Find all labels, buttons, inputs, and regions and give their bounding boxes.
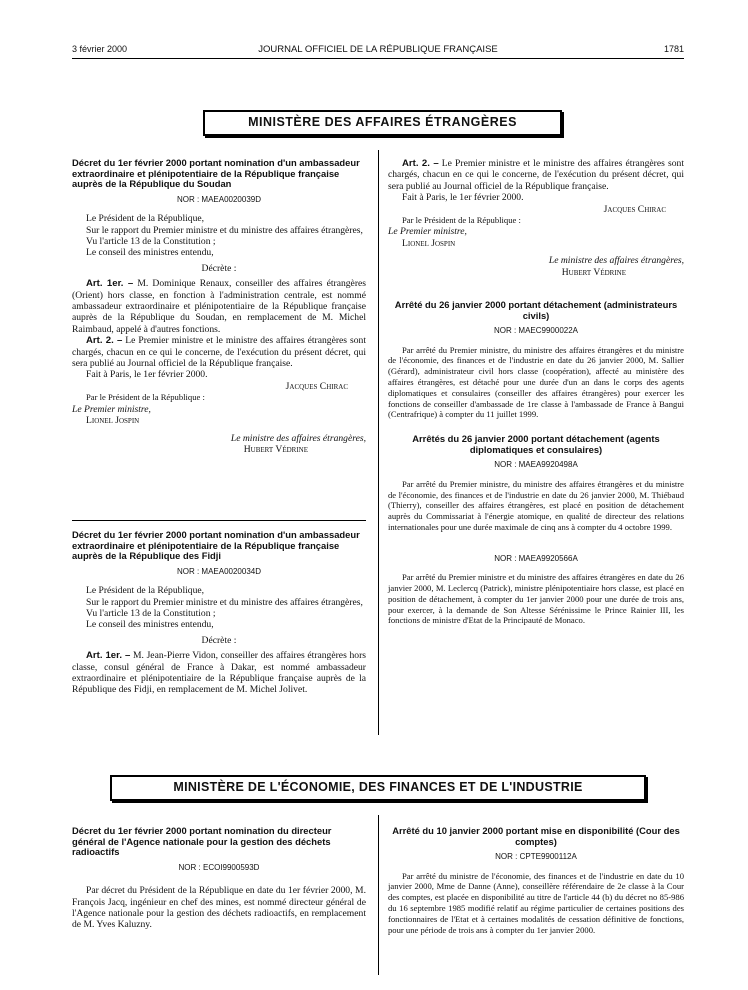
arrete-title-agents-diplomatiques: Arrêtés du 26 janvier 2000 portant détachement (agents diplomatiques et consulaires) [412, 433, 660, 455]
signatory-president: Jacques Chirac [285, 380, 348, 392]
countersign-title: Le Premier ministre, [72, 403, 151, 415]
header-journal-title: JOURNAL OFFICIEL DE LA RÉPUBLIQUE FRANÇAISE [258, 44, 498, 55]
arrete-body: Par arrêté du ministre de l'économie, des finances et de l'industrie en date du 10 janvier 2000, Mme de Danne (Anne), conseillère référendaire de 2e classe à la Cour des comptes, est placée en disponibilité au titre de l'article 44 (b) du décret no 85-986 du 16 septembre 1985 modifié relatif au régime particulier de certaines positions des fonctionnaires de l'Etat et à certaines modalités de cessation définitive de fonctions, pour une période de trois ans à compter du 1er janvier 2000. [388, 870, 684, 935]
article-heading: Art. 1er. – [86, 650, 131, 662]
column-divider [378, 815, 379, 975]
decrete-label: Décrète : [201, 262, 237, 274]
decree-title-fidji: Décret du 1er février 2000 portant nomination d'un ambassadeur extraordinaire et plénipotentiaire de la République française auprès de la République des Fidji [72, 529, 360, 562]
countersign-name: Lionel Jospin [402, 237, 456, 249]
nor-reference: NOR : MAEA9920498A [494, 460, 578, 470]
article-heading: Art. 2. – [402, 158, 439, 169]
article-2 [388, 158, 684, 192]
signature-date: Fait à Paris, le 1er février 2000. [86, 369, 208, 381]
header-rule [72, 58, 684, 59]
arrete-body: Par arrêté du Premier ministre et du ministre des affaires étrangères en date du 26 janvier 2000, M. Leclercq (Patrick), ministre plénipotentiaire hors classe, est placé en position de détachement, à compter du 1er janvier 2000 pour une durée de trois ans, pour exercer, à la demande de Son Altesse Sérénissime le Prince Rainier III, les fonctions de ministre d'Etat de la Principauté de Monaco. [388, 572, 684, 626]
article-heading: Art. 2. – [86, 335, 123, 347]
article-1 [72, 278, 366, 335]
header-date: 3 février 2000 [72, 44, 128, 54]
article-1 [72, 650, 366, 696]
ministry-heading-foreign-affairs: MINISTÈRE DES AFFAIRES ÉTRANGÈRES [203, 110, 562, 136]
left-column-top [72, 158, 366, 455]
signatory-president: Jacques Chirac [603, 203, 666, 215]
preamble-line: Le conseil des ministres entendu, [86, 247, 214, 259]
header-page-number: 1781 [663, 44, 684, 54]
countersign-label: Par le Président de la République : [402, 215, 521, 226]
nor-reference: NOR : CPTE9900112A [495, 852, 577, 862]
preamble-line: Vu l'article 13 de la Constitution ; [86, 608, 216, 619]
decree-body: Par décret du Président de la République en date du 1er février 2000, M. François Jacq, ingénieur en chef des mines, est nommé directeur général de l'Agence nationale pour la gestion des déchets radioactifs, en remplacement de M. Yves Kaluzny. [72, 885, 366, 931]
nor-reference: NOR : MAEC9900022A [493, 326, 579, 336]
running-header [72, 44, 684, 58]
countersign-label: Par le Président de la République : [86, 392, 205, 403]
preamble-line: Sur le rapport du Premier ministre et du ministre des affaires étrangères, [86, 596, 363, 608]
minister-title: Le ministre des affaires étrangères, [548, 255, 684, 267]
article-text: Le Premier ministre et le ministre des affaires étrangères sont chargés, chacun en ce qui le concerne, de l'exécution du présent décret, qui sera publié au Journal officiel de la République française. [72, 335, 366, 370]
right-column-bottom [388, 826, 684, 935]
nor-reference: NOR : MAEA9920566A [494, 553, 578, 563]
nor-reference: NOR : MAEA0020039D [176, 194, 262, 204]
article-text: M. Dominique Renaux, conseiller des affaires étrangères (Orient) hors classe, en fonction à l'administration centrale, est nommé ambassadeur extraordinaire et plénipotentiaire de la République française auprès de la République du Soudan, en remplacement de M. Michel Raimbaud, appelé à d'autres fonctions. [72, 278, 367, 335]
decree-title-agence-dechets: Décret du 1er février 2000 portant nomination du directeur général de l'Agence nationale pour la gestion des déchets radioactifs [72, 825, 332, 858]
arrete-body: Par arrêté du Premier ministre, du ministre des affaires étrangères et du ministre de l'économie, des finances et de l'industrie en date du 26 janvier 2000, M. Sallier (Gérard), administrateur civil hors classe (coopération), affecté au ministère des affaires étrangères, est détaché pour une durée d'un an dans le corps des agents diplomatiques et consulaires (conseiller des affaires étrangères) pour exercer les fonctions de conseiller d'ambassade de 1re classe à l'ambassade de France à Bangui (Centrafrique) à compter du 11 juillet 1999. [388, 344, 684, 420]
arrete-title-administrateurs: Arrêté du 26 janvier 2000 portant détachement (administrateurs civils) [394, 299, 678, 321]
minister-name: Hubert Védrine [243, 443, 308, 455]
countersign-name: Lionel Jospin [86, 415, 140, 427]
arrete-body: Par arrêté du Premier ministre, du ministre des affaires étrangères et du ministre de l'économie, des finances et de l'industrie en date du 26 janvier 2000, M. Thiébaud (Thierry), conseiller des affaires étrangères, est placé en position de détachement auprès du Commissariat à l'énergie atomique, en qualité de directeur des relations internationales pour une durée maximale de cinq ans à compter du 4 octobre 1999. [388, 478, 684, 533]
left-column-middle [72, 530, 366, 696]
signature-date: Fait à Paris, le 1er février 2000. [402, 192, 524, 204]
preamble-line: Sur le rapport du Premier ministre et du ministre des affaires étrangères, [86, 224, 363, 236]
section-rule [72, 520, 366, 521]
article-text: M. Jean-Pierre Vidon, conseiller des affaires étrangères hors classe, consul général de France à Dakar, est nommé ambassadeur extraordinaire et plénipotentiaire de la République française auprès de la République des Fidji, en remplacement de M. Michel Jolivet. [72, 650, 366, 696]
column-divider [378, 150, 379, 735]
countersign-title: Le Premier ministre, [388, 226, 467, 238]
decrete-label: Décrète : [201, 634, 237, 646]
article-heading: Art. 1er. – [86, 278, 134, 290]
left-column-bottom [72, 826, 366, 931]
article-text: Le Premier ministre et le ministre des affaires étrangères sont chargés, chacun en ce qui le concerne, de l'exécution du présent décret, qui sera publié au Journal officiel de la République française. [388, 158, 684, 192]
ministry-heading-economy: MINISTÈRE DE L'ÉCONOMIE, DES FINANCES ET DE L'INDUSTRIE [110, 775, 646, 801]
arrete-title-cour-des-comptes: Arrêté du 10 janvier 2000 portant mise en disponibilité (Cour des comptes) [392, 825, 680, 847]
minister-title: Le ministre des affaires étrangères, [230, 432, 366, 444]
preamble-line: Le Président de la République, [86, 213, 205, 225]
preamble-line: Vu l'article 13 de la Constitution ; [86, 236, 216, 247]
minister-name: Hubert Védrine [561, 266, 626, 278]
article-2 [72, 335, 366, 369]
preamble-line: Le conseil des ministres entendu, [86, 619, 214, 631]
nor-reference: NOR : ECOI9900593D [178, 862, 260, 872]
nor-reference: NOR : MAEA0020034D [176, 566, 262, 576]
right-column-top [388, 158, 684, 626]
preamble-line: Le Président de la République, [86, 585, 205, 597]
decree-title-soudan: Décret du 1er février 2000 portant nomination d'un ambassadeur extraordinaire et plénipotentiaire de la République française auprès de la République du Soudan [72, 157, 360, 190]
